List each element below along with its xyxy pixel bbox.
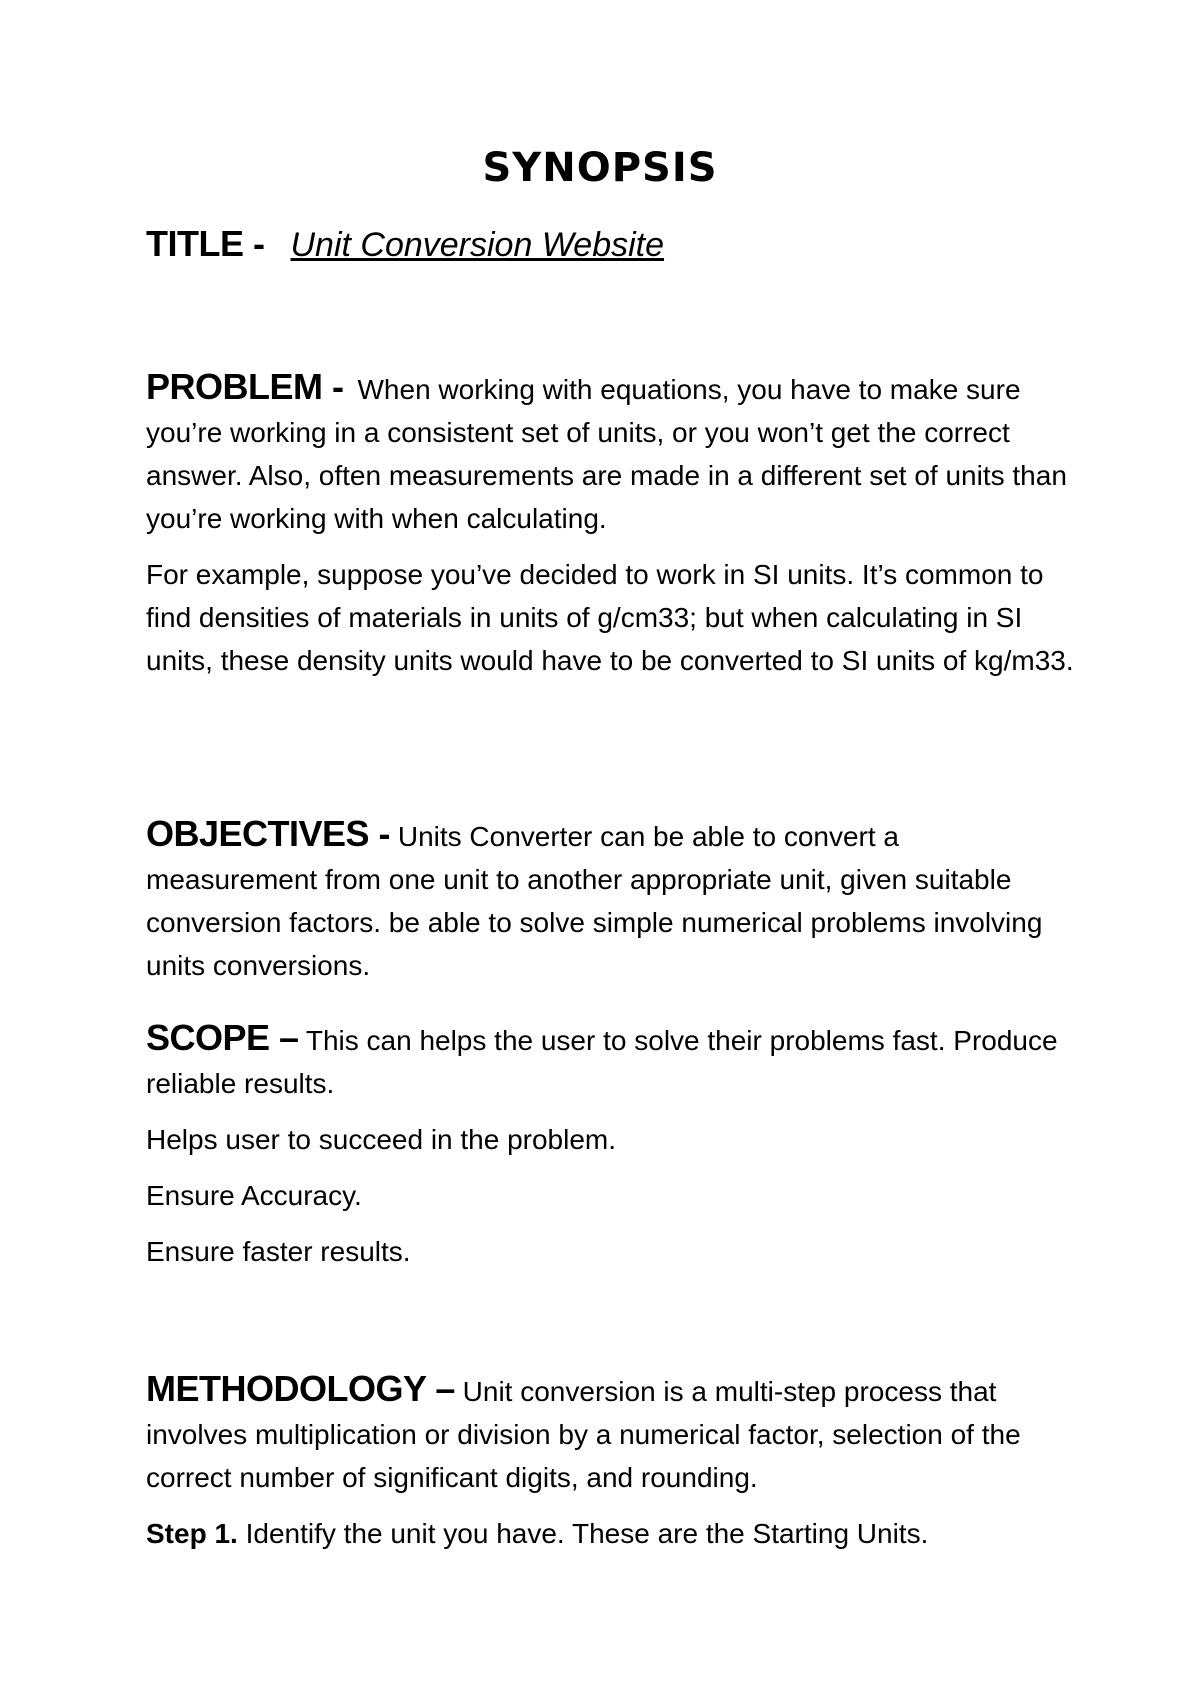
title-section (146, 222, 1076, 268)
methodology-paragraph (146, 1367, 1076, 1499)
methodology-label: METHODOLOGY – (146, 1368, 455, 1409)
objectives-section (146, 812, 1076, 987)
scope-paragraph (146, 1016, 1076, 1105)
scope-item: Ensure faster results. (146, 1236, 411, 1267)
scope-item: Ensure Accuracy. (146, 1180, 362, 1211)
scope-label: SCOPE – (146, 1017, 299, 1058)
problem-paragraph (146, 365, 1076, 540)
project-title: Unit Conversion Website (290, 226, 665, 264)
methodology-section (146, 1367, 1076, 1555)
methodology-step-1 (146, 1512, 1076, 1555)
objectives-label: OBJECTIVES - (146, 813, 391, 854)
scope-section (146, 1016, 1076, 1273)
objectives-text: Units Converter can be able to convert a measurement from one unit to another appropriate unit, given suitable conversion factors. be able to solve simple numerical problems involving units conversions. (146, 821, 1043, 981)
scope-text: This can helps the user to solve their problems fast. Produce reliable results. (146, 1025, 1058, 1099)
title-label: TITLE - (146, 223, 265, 264)
objectives-paragraph (146, 812, 1076, 987)
methodology-text: Unit conversion is a multi-step process that involves multiplication or division by a numerical factor, selection of the correct number of significant digits, and rounding. (146, 1376, 1021, 1493)
page-title: SYNOPSIS (482, 145, 718, 191)
problem-example: For example, suppose you’ve decided to work in SI units. It’s common to find densities of materials in units of g/cm33; but when calculating in SI units, these density units would have to be converted to SI units of kg/m33. (146, 559, 1074, 676)
scope-item: Helps user to succeed in the problem. (146, 1124, 617, 1155)
step-1-text: Identify the unit you have. These are the Starting Units. (245, 1518, 929, 1549)
problem-label: PROBLEM - (146, 366, 344, 407)
problem-text: When working with equations, you have to make sure you’re working in a consistent set of units, or you won’t get the correct answer. Also, often measurements are made in a different set of units than you’re working with when calculating. (146, 374, 1067, 534)
step-1-label: Step 1. (146, 1518, 238, 1549)
problem-section (146, 365, 1076, 682)
